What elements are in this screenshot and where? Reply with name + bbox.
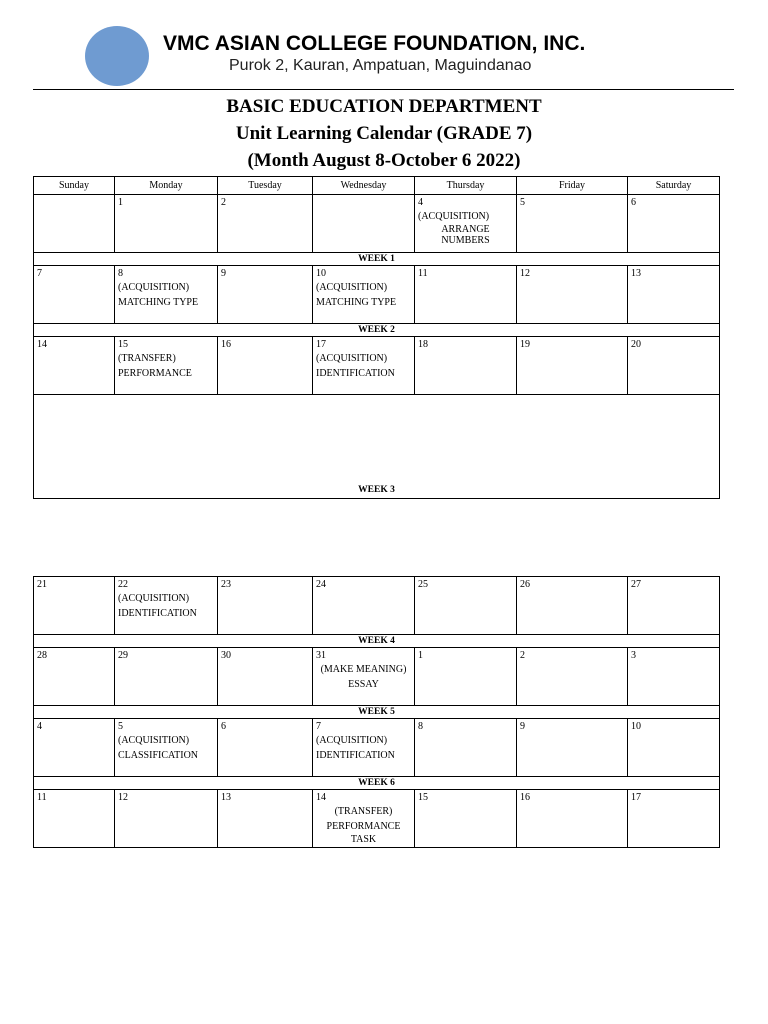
day-cell [517,337,628,395]
day-number: 8 [418,721,423,732]
day-number: 17 [631,792,641,803]
day-cell [218,719,313,777]
activity-type: (ACQUISITION) [316,353,388,364]
day-number: 12 [520,268,530,279]
day-number: 30 [221,650,231,661]
day-number: 16 [520,792,530,803]
day-number: 3 [631,650,636,661]
day-cell [115,719,218,777]
day-header: Tuesday [218,177,313,195]
week-row [34,777,720,790]
day-number: 5 [118,721,123,732]
day-number: 15 [418,792,428,803]
activity-name: TASK [350,834,377,845]
day-cell [313,577,415,635]
week-label: WEEK 3 [34,395,720,499]
day-cell [628,790,720,848]
day-header: Thursday [415,177,517,195]
day-header: Friday [517,177,628,195]
day-number: 15 [118,339,128,350]
day-cell [313,337,415,395]
day-cell [415,337,517,395]
activity-name: MATCHING TYPE [316,297,397,308]
week-row [34,395,720,499]
day-number: 13 [221,792,231,803]
day-number: 2 [221,197,226,208]
day-number: 11 [37,792,47,803]
day-cell [628,577,720,635]
org-address: Purok 2, Kauran, Ampatuan, Maguindanao [229,57,532,74]
activity-name: IDENTIFICATION [118,608,197,619]
activity-name: CLASSIFICATION [118,750,199,761]
day-cell [415,790,517,848]
day-number: 14 [316,792,326,803]
day-number: 16 [221,339,231,350]
day-cell [415,195,517,253]
day-number: 22 [118,579,128,590]
day-number: 5 [520,197,525,208]
day-number: 31 [316,650,326,661]
day-cell [313,719,415,777]
day-number: 12 [118,792,128,803]
day-number: 4 [418,197,423,208]
day-number: 19 [520,339,530,350]
day-number: 25 [418,579,428,590]
day-cell [115,648,218,706]
activity-type: (ACQUISITION) [118,735,190,746]
day-number: 29 [118,650,128,661]
activity-name: NUMBERS [441,235,490,246]
day-number: 1 [418,650,423,661]
week-row [34,635,720,648]
day-number: 6 [631,197,636,208]
day-number: 6 [221,721,226,732]
week-label: WEEK 4 [34,635,720,648]
day-number: 28 [37,650,47,661]
day-cell [34,790,115,848]
day-cell [517,719,628,777]
day-cell [218,195,313,253]
day-cell [34,719,115,777]
calendar-row [34,648,720,706]
calendar-row [34,719,720,777]
day-header: Saturday [628,177,720,195]
calendar-row [34,577,720,635]
week-row [34,324,720,337]
day-number: 10 [631,721,641,732]
activity-type: (TRANSFER) [118,353,176,364]
day-number: 2 [520,650,525,661]
day-cell [218,790,313,848]
day-cell [517,790,628,848]
header-divider [33,89,734,90]
activity-type: (ACQUISITION) [118,282,190,293]
day-number: 23 [221,579,231,590]
day-header: Monday [115,177,218,195]
activity-name: PERFORMANCE [326,821,401,832]
department-title: BASIC EDUCATION DEPARTMENT [226,96,542,117]
day-cell [628,266,720,324]
day-cell [313,195,415,253]
calendar-title: Unit Learning Calendar (GRADE 7) [235,123,533,144]
day-number: 26 [520,579,530,590]
activity-type: (ACQUISITION) [316,735,388,746]
day-number: 7 [37,268,42,279]
day-number: 27 [631,579,641,590]
day-cell [115,195,218,253]
day-number: 24 [316,579,326,590]
activity-type: (TRANSFER) [334,806,393,817]
day-cell [517,195,628,253]
activity-name: IDENTIFICATION [316,368,395,379]
day-cell [415,577,517,635]
day-header: Wednesday [313,177,415,195]
day-cell [628,337,720,395]
week-row [34,706,720,719]
calendar-table-1 [33,176,720,499]
day-cell [218,577,313,635]
day-cell [218,337,313,395]
week-label: WEEK 1 [34,253,720,266]
day-number: 21 [37,579,47,590]
week-label: WEEK 6 [34,777,720,790]
day-number: 7 [316,721,321,732]
day-cell [115,266,218,324]
day-header: Sunday [34,177,115,195]
day-cell [115,337,218,395]
week-label: WEEK 5 [34,706,720,719]
day-cell [115,577,218,635]
day-number: 17 [316,339,326,350]
activity-name: MATCHING TYPE [118,297,199,308]
day-number: 13 [631,268,641,279]
activity-type: (ACQUISITION) [418,211,490,222]
day-cell [34,648,115,706]
day-number: 20 [631,339,641,350]
day-cell [415,648,517,706]
calendar-period: (Month August 8-October 6 2022) [247,150,521,171]
day-cell [34,195,115,253]
calendar-table-2 [33,576,720,848]
calendar-row [34,337,720,395]
day-header-row [34,177,720,195]
day-cell [517,577,628,635]
day-number: 9 [520,721,525,732]
day-number: 8 [118,268,123,279]
org-name: VMC ASIAN COLLEGE FOUNDATION, INC. [163,32,586,55]
day-number: 18 [418,339,428,350]
day-cell [628,195,720,253]
day-cell [313,648,415,706]
activity-name: ESSAY [348,679,379,690]
day-number: 10 [316,268,326,279]
activity-name: ARRANGE [441,224,490,235]
day-cell [628,719,720,777]
calendar-row [34,266,720,324]
college-logo [85,26,149,86]
day-cell [218,648,313,706]
activity-type: (MAKE MEANING) [320,664,407,675]
day-cell [34,577,115,635]
week-row [34,253,720,266]
day-cell [34,266,115,324]
week-label: WEEK 2 [34,324,720,337]
activity-name: IDENTIFICATION [316,750,395,761]
activity-type: (ACQUISITION) [118,593,190,604]
day-number: 9 [221,268,226,279]
day-number: 1 [118,197,123,208]
day-cell [115,790,218,848]
day-number: 11 [418,268,428,279]
calendar-row [34,195,720,253]
day-number: 4 [37,721,42,732]
day-cell [415,266,517,324]
day-cell [313,266,415,324]
day-cell [415,719,517,777]
day-cell [517,648,628,706]
day-cell [628,648,720,706]
calendar-row [34,790,720,848]
day-cell [218,266,313,324]
activity-name: PERFORMANCE [118,368,192,379]
day-number: 14 [37,339,47,350]
day-cell [517,266,628,324]
day-cell [34,337,115,395]
day-cell [313,790,415,848]
activity-type: (ACQUISITION) [316,282,388,293]
